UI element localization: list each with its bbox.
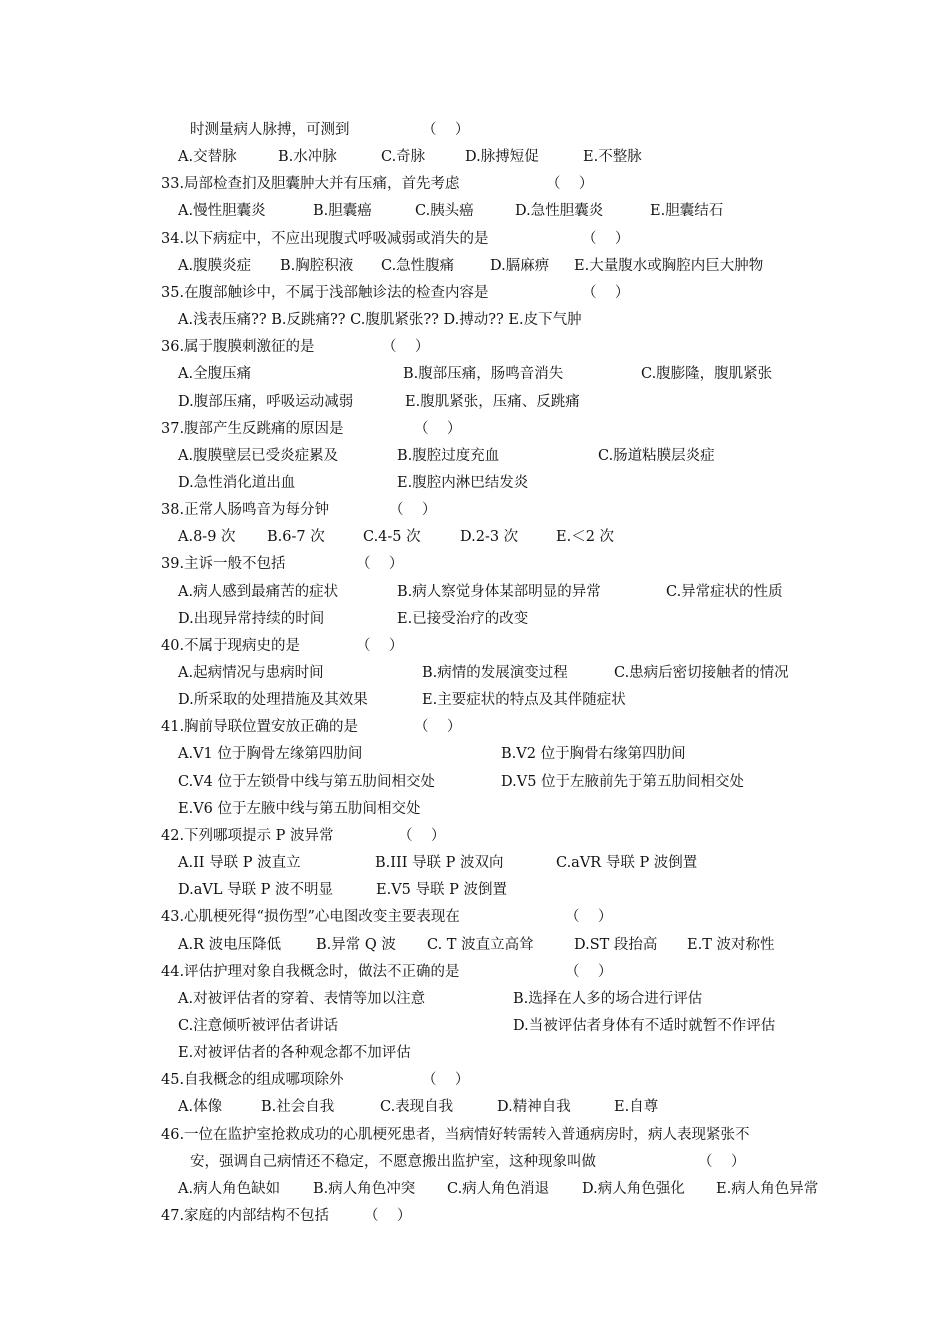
text-segment: B.病人察觉身体某部明显的异常 xyxy=(397,583,601,600)
text-line xyxy=(0,117,950,144)
text-line xyxy=(0,334,950,361)
text-segment: A.8-9 次 xyxy=(178,529,236,546)
text-line xyxy=(0,389,950,416)
text-segment: B.水冲脉 xyxy=(278,149,337,166)
text-segment: E.V5 导联 P 波倒置 xyxy=(376,882,507,899)
text-segment: B.腹腔过度充血 xyxy=(397,447,500,464)
text-line xyxy=(0,1149,950,1176)
text-segment: 44.评估护理对象自我概念时，做法不正确的是 xyxy=(161,963,460,980)
text-line xyxy=(0,904,950,931)
text-line xyxy=(0,470,950,497)
text-segment: （ ） xyxy=(698,1153,746,1170)
text-line xyxy=(0,714,950,741)
text-segment: （ ） xyxy=(565,909,613,926)
text-segment: D.脉搏短促 xyxy=(465,149,539,166)
text-segment: 40.不属于现病史的是 xyxy=(161,637,301,654)
text-segment: A.病人感到最痛苦的症状 xyxy=(178,583,339,600)
text-segment: C.注意倾听被评估者讲话 xyxy=(178,1017,339,1034)
text-line xyxy=(0,633,950,660)
text-line xyxy=(0,660,950,687)
text-line xyxy=(0,1013,950,1040)
text-segment: A.体像 xyxy=(178,1099,223,1116)
text-segment: B.选择在人多的场合进行评估 xyxy=(513,990,703,1007)
text-segment: C.aVR 导联 P 波倒置 xyxy=(556,855,698,872)
text-segment: B.异常 Q 波 xyxy=(316,936,396,953)
text-line xyxy=(0,144,950,171)
text-segment: A.R 波电压降低 xyxy=(178,936,282,953)
text-line xyxy=(0,253,950,280)
text-segment: A.病人角色缺如 xyxy=(178,1180,281,1197)
text-segment: D.急性胆囊炎 xyxy=(515,203,604,220)
text-segment: D.膈麻痹 xyxy=(490,257,550,274)
text-segment: A.起病情况与患病时间 xyxy=(178,665,324,681)
text-segment: C.肠道粘膜层炎症 xyxy=(598,447,715,464)
text-segment: E.胆囊结石 xyxy=(650,203,724,220)
text-segment: B.6-7 次 xyxy=(267,529,325,546)
text-segment: E.已接受治疗的改变 xyxy=(397,610,529,627)
text-line xyxy=(0,1176,950,1203)
text-segment: E.不整脉 xyxy=(583,149,642,166)
text-segment: A.浅表压痛?? B.反跳痛?? C.腹肌紧张?? D.搏动?? E.皮下气肿 xyxy=(178,312,582,329)
text-segment: D.急性消化道出血 xyxy=(178,474,296,491)
text-line xyxy=(0,741,950,768)
text-line xyxy=(0,823,950,850)
text-segment: （ ） xyxy=(356,637,404,654)
text-segment: （ ） xyxy=(398,827,446,844)
text-segment: B.胆囊癌 xyxy=(313,203,372,220)
text-segment: A.对被评估者的穿着、表情等加以注意 xyxy=(178,990,426,1007)
text-line xyxy=(0,1067,950,1094)
text-line xyxy=(0,606,950,633)
text-segment: E.对被评估者的各种观念都不加评估 xyxy=(178,1045,411,1062)
text-segment: （ ） xyxy=(422,1072,470,1089)
text-segment: 45.自我概念的组成哪项除外 xyxy=(161,1072,344,1089)
text-segment: 安，强调自己病情还不稳定，不愿意搬出监护室，这种现象叫做 xyxy=(190,1153,596,1170)
text-segment: A.腹膜壁层已受炎症累及 xyxy=(178,447,339,464)
text-segment: 34.以下病症中，不应出现腹式呼吸减弱或消失的是 xyxy=(161,230,489,247)
text-segment: C.4-5 次 xyxy=(363,529,421,546)
text-line xyxy=(0,877,950,904)
text-segment: （ ） xyxy=(414,719,462,736)
text-segment: E.主要症状的特点及其伴随症状 xyxy=(422,692,626,709)
text-segment: A.慢性胆囊炎 xyxy=(178,203,266,220)
text-segment: （ ） xyxy=(546,176,594,193)
text-line xyxy=(0,416,950,443)
text-segment: D.aVL 导联 P 波不明显 xyxy=(178,882,334,899)
text-line xyxy=(0,1122,950,1149)
text-line xyxy=(0,280,950,307)
text-segment: E.腹腔内淋巴结发炎 xyxy=(397,474,529,491)
text-line xyxy=(0,687,950,714)
text-segment: C.急性腹痛 xyxy=(381,257,455,274)
text-line xyxy=(0,443,950,470)
text-segment: 43.心肌梗死得“损伤型”心电图改变主要表现在 xyxy=(161,909,460,926)
text-segment: C.病人角色消退 xyxy=(447,1180,550,1197)
text-segment: D.病人角色强化 xyxy=(582,1180,685,1197)
text-segment: C.奇脉 xyxy=(381,149,426,166)
text-segment: 42.下列哪项提示 P 波异常 xyxy=(161,827,334,844)
text-line xyxy=(0,796,950,823)
text-segment: （ ） xyxy=(364,1208,412,1224)
text-line xyxy=(0,986,950,1013)
text-segment: （ ） xyxy=(565,963,613,980)
text-segment: 37.腹部产生反跳痛的原因是 xyxy=(161,420,344,437)
text-segment: E.病人角色异常 xyxy=(716,1180,819,1197)
text-segment: A.V1 位于胸骨左缘第四肋间 xyxy=(178,746,363,763)
text-line xyxy=(0,497,950,524)
text-segment: C.患病后密切接触者的情况 xyxy=(614,665,789,681)
text-line xyxy=(0,579,950,606)
text-segment: A.全腹压痛 xyxy=(178,366,252,383)
text-line xyxy=(0,524,950,551)
text-segment: C.V4 位于左锁骨中线与第五肋间相交处 xyxy=(178,773,435,790)
text-segment: A.腹膜炎症 xyxy=(178,257,252,274)
text-line xyxy=(0,551,950,578)
text-line xyxy=(0,1203,950,1230)
text-segment: B.病情的发展演变过程 xyxy=(422,665,568,681)
text-segment: B.病人角色冲突 xyxy=(313,1180,416,1197)
text-segment: C.腹膨隆，腹肌紧张 xyxy=(641,366,773,383)
text-segment: C.异常症状的性质 xyxy=(666,583,783,600)
text-segment: D.2-3 次 xyxy=(460,529,519,546)
text-line xyxy=(0,198,950,225)
text-segment: （ ） xyxy=(422,122,470,138)
text-segment: B.V2 位于胸骨右缘第四肋间 xyxy=(501,746,686,763)
text-segment: B.III 导联 P 波双向 xyxy=(375,855,504,872)
text-segment: D.精神自我 xyxy=(497,1099,571,1116)
text-segment: 46.一位在监护室抢救成功的心肌梗死患者，当病情好转需转入普通病房时，病人表现紧张不 xyxy=(161,1126,750,1143)
text-segment: E.自尊 xyxy=(614,1099,659,1116)
text-segment: D.所采取的处理措施及其效果 xyxy=(178,692,368,709)
text-segment: 47.家庭的内部结构不包括 xyxy=(161,1208,330,1224)
text-segment: B.社会自我 xyxy=(261,1099,335,1116)
text-segment: B.腹部压痛，肠鸣音消失 xyxy=(403,366,564,383)
text-segment: E.V6 位于左腋中线与第五肋间相交处 xyxy=(178,800,421,817)
text-segment: 33.局部检查扪及胆囊肿大并有压痛，首先考虑 xyxy=(161,176,460,193)
text-segment: D.当被评估者身体有不适时就暂不作评估 xyxy=(513,1017,776,1034)
text-segment: 时测量病人脉搏，可测到 xyxy=(190,122,350,138)
text-segment: 39.主诉一般不包括 xyxy=(161,556,286,573)
text-segment: D.出现异常持续的时间 xyxy=(178,610,325,627)
text-segment: E.大量腹水或胸腔内巨大肿物 xyxy=(574,257,764,274)
text-line xyxy=(0,361,950,388)
text-segment: D.ST 段抬高 xyxy=(574,936,658,953)
text-segment: （ ） xyxy=(356,556,404,573)
text-segment: A.II 导联 P 波直立 xyxy=(178,855,301,872)
text-segment: 41.胸前导联位置安放正确的是 xyxy=(161,719,359,736)
text-segment: E.腹肌紧张，压痛、反跳痛 xyxy=(405,393,580,410)
text-segment: D.腹部压痛，呼吸运动减弱 xyxy=(178,393,354,410)
text-line xyxy=(0,1040,950,1067)
text-segment: （ ） xyxy=(582,230,630,247)
text-line xyxy=(0,226,950,253)
text-segment: D.V5 位于左腋前先于第五肋间相交处 xyxy=(501,773,745,790)
text-line xyxy=(0,932,950,959)
text-segment: （ ） xyxy=(382,339,430,356)
text-segment: （ ） xyxy=(414,420,462,437)
text-line xyxy=(0,959,950,986)
text-segment: E.＜2 次 xyxy=(556,529,615,546)
text-segment: E.T 波对称性 xyxy=(687,936,775,953)
text-segment: C.胰头癌 xyxy=(415,203,474,220)
text-segment: 38.正常人肠鸣音为每分钟 xyxy=(161,502,330,519)
text-line xyxy=(0,1094,950,1121)
text-segment: C. T 波直立高耸 xyxy=(427,936,534,953)
text-line xyxy=(0,171,950,198)
text-segment: 35.在腹部触诊中，不属于浅部触诊法的检查内容是 xyxy=(161,284,489,301)
text-line xyxy=(0,850,950,877)
text-segment: （ ） xyxy=(389,502,437,519)
text-segment: B.胸腔积液 xyxy=(280,257,354,274)
text-line xyxy=(0,769,950,796)
text-segment: （ ） xyxy=(582,284,630,301)
text-segment: C.表现自我 xyxy=(380,1099,454,1116)
text-segment: 36.属于腹膜刺激征的是 xyxy=(161,339,315,356)
text-line xyxy=(0,307,950,334)
text-segment: A.交替脉 xyxy=(178,149,237,166)
